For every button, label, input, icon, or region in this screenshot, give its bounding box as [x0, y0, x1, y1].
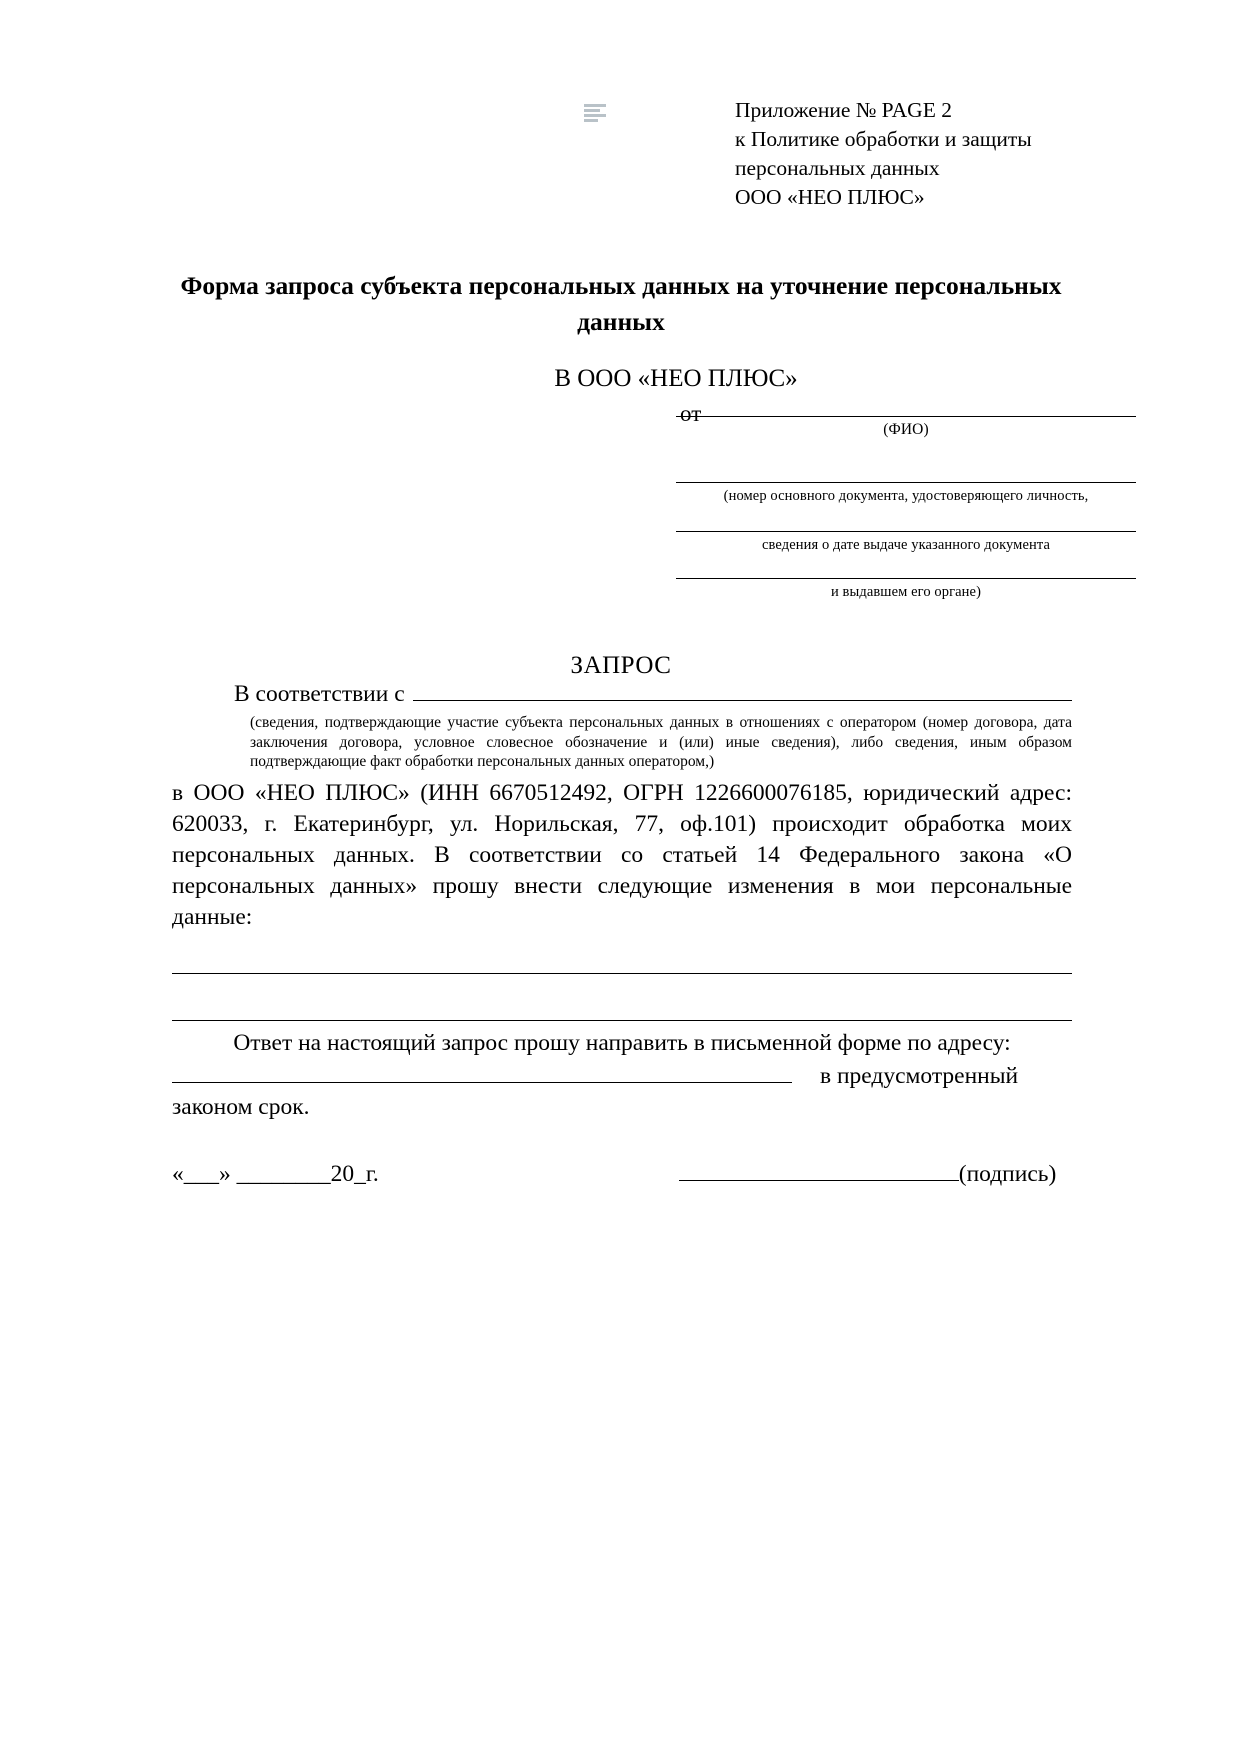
- issue-date-caption: сведения о дате выдаче указанного документа: [761, 537, 1050, 553]
- document-number-caption: (номер основного документа, удостоверяющего личность,: [723, 488, 1089, 504]
- fine-print-note: (сведения, подтверждающие участие субъекта персональных данных в отношениях с оператором (номер договора, дата заключения договора, условное словесное обозначение и (или) иные сведения), либо сведения, иным образом подтверждающие факт обработки персональных данных оператором,): [250, 714, 1072, 770]
- in-accordance-input-line[interactable]: [413, 680, 1072, 701]
- fio-field-group: [676, 416, 1136, 440]
- answer-address-tail-2: законом срок.: [172, 1093, 310, 1120]
- appendix-line-2: к Политике обработки и защиты: [735, 127, 1032, 151]
- date-field[interactable]: «___» ________20_г.: [172, 1160, 379, 1187]
- in-accordance-row: [172, 680, 1072, 709]
- appendix-line-3: персональных данных: [735, 156, 940, 180]
- request-body: [172, 680, 1072, 1189]
- lines-placeholder-icon: [584, 104, 610, 130]
- changes-input-line-2[interactable]: [172, 986, 1072, 1021]
- appendix-line-4: ООО «НЕО ПЛЮС»: [735, 185, 925, 209]
- answer-address-row: [172, 1060, 1072, 1091]
- appendix-line-1: Приложение № PAGE 2: [735, 98, 952, 122]
- fio-caption: (ФИО): [883, 421, 929, 438]
- signature-caption: (подпись): [958, 1160, 1057, 1187]
- request-heading: ЗАПРОС: [570, 652, 672, 679]
- signature-row: [172, 1160, 1072, 1189]
- issue-date-field-group: [676, 531, 1136, 555]
- addressee-organization: В ООО «НЕО ПЛЮС»: [554, 365, 798, 392]
- answer-address-input-line[interactable]: [172, 1060, 792, 1083]
- issuing-authority-caption: и выдавшем его органе): [830, 584, 982, 600]
- in-accordance-label: В соответствии с: [234, 681, 405, 707]
- issuing-authority-field-group: [676, 578, 1136, 602]
- page-title: Форма запроса субъекта персональных данных на уточнение персональных данных: [180, 271, 1062, 336]
- answer-address-tail: в предусмотренный: [820, 1062, 1019, 1089]
- document-number-field-group: [676, 482, 1136, 506]
- addressee-from-label: от: [680, 401, 702, 426]
- request-main-paragraph: в ООО «НЕО ПЛЮС» (ИНН 6670512492, ОГРН 1226600076185, юридический адрес: 620033, г. Екатеринбург, ул. Норильская, 77, оф.101) происходит обработка моих персональных данных. В соответствии со статьей 14 Федерального закона «О персональных данных» прошу внести следующие изменения в мои персональные данные:: [172, 779, 1072, 930]
- signature-input-line[interactable]: [679, 1160, 959, 1181]
- answer-address-label: Ответ на настоящий запрос прошу направить в письменной форме по адресу:: [233, 1029, 1011, 1056]
- changes-input-line-1[interactable]: [172, 939, 1072, 974]
- document-header: [0, 96, 1242, 226]
- appendix-reference: [735, 96, 1205, 212]
